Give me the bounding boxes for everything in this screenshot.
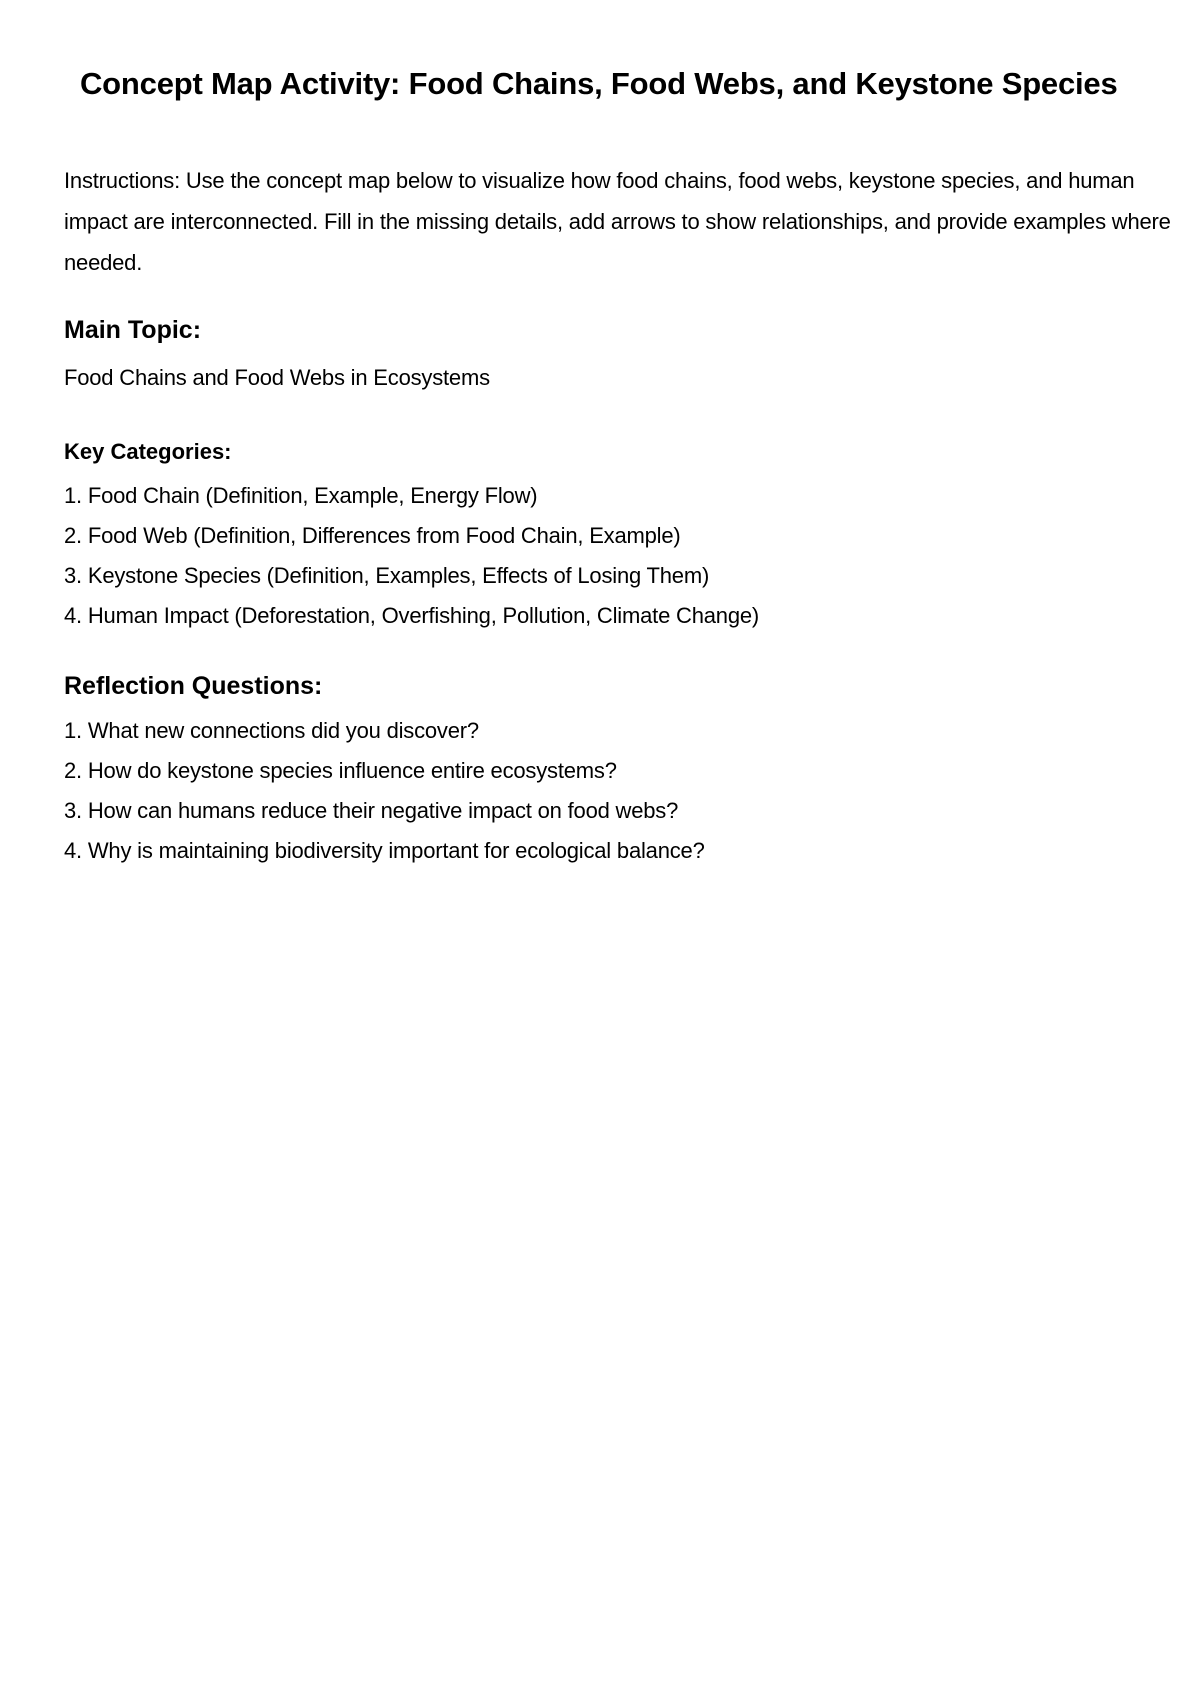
main-topic-text: Food Chains and Food Webs in Ecosystems bbox=[64, 365, 490, 390]
key-categories-heading: Key Categories: bbox=[64, 439, 232, 464]
key-category-item: 1. Food Chain (Definition, Example, Energy Flow) bbox=[64, 483, 538, 508]
reflection-question-item: 2. How do keystone species influence entire ecosystems? bbox=[64, 758, 617, 783]
key-category-item: 3. Keystone Species (Definition, Examples, Effects of Losing Them) bbox=[64, 563, 710, 588]
reflection-questions-heading: Reflection Questions: bbox=[64, 672, 323, 700]
document-title: Concept Map Activity: Food Chains, Food Webs, and Keystone Species bbox=[80, 66, 1118, 101]
reflection-question-item: 1. What new connections did you discover? bbox=[64, 718, 479, 743]
instructions-paragraph: Instructions: Use the concept map below to visualize how food chains, food webs, keystone species, and human impact are interconnected. Fill in the missing details, add arrows to show relationships, and provide examples where needed. bbox=[64, 168, 1171, 275]
key-category-item: 2. Food Web (Definition, Differences from Food Chain, Example) bbox=[64, 523, 681, 548]
reflection-questions-list bbox=[64, 711, 705, 871]
key-categories-list bbox=[64, 476, 759, 636]
reflection-question-item: 4. Why is maintaining biodiversity important for ecological balance? bbox=[64, 838, 705, 863]
key-category-item: 4. Human Impact (Deforestation, Overfishing, Pollution, Climate Change) bbox=[64, 603, 760, 628]
main-topic-heading: Main Topic: bbox=[64, 316, 202, 344]
reflection-question-item: 3. How can humans reduce their negative impact on food webs? bbox=[64, 798, 679, 823]
